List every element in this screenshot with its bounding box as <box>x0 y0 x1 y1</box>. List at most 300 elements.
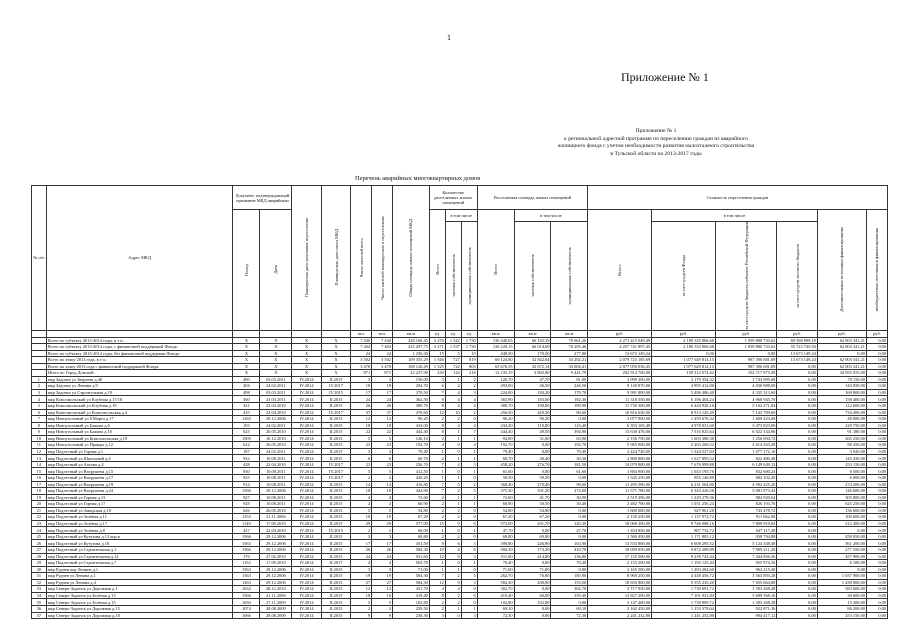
table-cell: 0,00 <box>777 579 818 586</box>
table-cell: 2 <box>445 488 461 495</box>
table-cell: IV.2015 <box>321 389 350 396</box>
table-cell: 4 448 456,72 <box>652 573 716 580</box>
table-cell: 0,00 <box>866 409 887 416</box>
table-cell: II.2015 <box>321 605 350 612</box>
table-cell: II.2015 <box>321 599 350 606</box>
table-cell: 24.02.2011 <box>260 448 292 455</box>
table-cell: 62 003 341,21 <box>817 363 866 370</box>
table-cell: 0 <box>445 612 461 619</box>
table-cell: 7 404 <box>351 344 372 351</box>
table-cell: 28.08.2009 <box>260 605 292 612</box>
table-cell: 4 960 945,76 <box>715 396 776 403</box>
table-cell: 0,00 <box>551 514 588 521</box>
table-cell: мкр Подлесный ул Горная д.13 <box>46 494 233 501</box>
table-cell: 302,70 <box>477 586 514 593</box>
table-cell: 8 <box>429 396 445 403</box>
table-cell: 4 257 741 897,45 <box>588 344 652 351</box>
table-cell: 33 004,41 <box>551 363 588 370</box>
table-cell: 6 500,00 <box>817 468 866 475</box>
table-cell: 584,30 <box>477 547 514 554</box>
table-cell: IV.2014 <box>292 494 321 501</box>
table-cell: 60,70 <box>393 455 430 462</box>
table-cell: 1 <box>461 455 477 462</box>
table-cell: 1566 <box>233 547 260 554</box>
table-cell: 2 <box>445 533 461 540</box>
table-cell: 4 <box>445 403 461 410</box>
table-cell: 37 <box>351 409 372 416</box>
table-cell: 2 <box>445 514 461 521</box>
table-cell: 0,00 <box>866 396 887 403</box>
table-cell: 0,00 <box>777 547 818 554</box>
table-cell: 930 <box>233 468 260 475</box>
unit-cell <box>321 330 350 337</box>
table-cell: 1 <box>32 376 47 383</box>
table-cell: 11 495 580,00 <box>588 481 652 488</box>
relocation-table <box>31 185 888 619</box>
table-cell: 35 <box>32 599 47 606</box>
table-cell: 24 <box>32 527 47 534</box>
table-cell: 5 <box>445 350 461 357</box>
header-doc-group: Документ, подтверждающий признание МКД аварийным <box>233 186 292 210</box>
table-cell: 190,80 <box>514 403 551 410</box>
table-cell: 431,70 <box>393 586 430 593</box>
table-cell: 0,00 <box>551 599 588 606</box>
header-doc-number <box>233 210 260 331</box>
table-cell: IV.2014 <box>292 547 321 554</box>
table-cell: II.2017 <box>321 560 350 567</box>
table-cell: 3 <box>461 553 477 560</box>
table-cell: 0,00 <box>777 363 818 370</box>
table-cell: 102,80 <box>514 599 551 606</box>
unit-cell: руб. <box>715 330 776 337</box>
table-cell: 3 <box>351 533 372 540</box>
table-cell: 0 <box>461 514 477 521</box>
table-cell: IV.2014 <box>292 389 321 396</box>
table-cell: 3 999 300,00 <box>588 376 652 383</box>
table-cell: 368,40 <box>477 481 514 488</box>
table-cell: 2 <box>429 514 445 521</box>
table-cell: 927 <box>233 494 260 501</box>
table-cell: 6 <box>461 520 477 527</box>
table-cell: 0,00 <box>777 540 818 547</box>
table-cell: 2 <box>429 455 445 462</box>
table-cell: 62 003 341,21 <box>817 357 866 364</box>
table-cell: 1253 <box>233 514 260 521</box>
table-cell: 21.11.2006 <box>260 592 292 599</box>
table-cell: 4 <box>461 396 477 403</box>
table-cell: 2 077 050 036,45 <box>588 363 652 370</box>
table-cell: 123,40 <box>551 422 588 429</box>
table-cell: 0,00 <box>777 605 818 612</box>
table-cell: 0,00 <box>777 560 818 567</box>
table-cell: 22.04.2010 <box>260 409 292 416</box>
table-cell: 428 <box>233 461 260 468</box>
table-cell: 0,00 <box>777 429 818 436</box>
table-cell: мкр Северо-Задонск ул Зелёная д.13 <box>46 592 233 599</box>
table-cell: 584,30 <box>477 579 514 586</box>
table-cell: 27 <box>32 547 47 554</box>
table-cell: 1566 <box>233 533 260 540</box>
unit-cell: чел. <box>372 330 393 337</box>
table-caption: Перечень аварийных многоквартирных домов <box>355 175 481 182</box>
table-cell: 21.11.2006 <box>260 514 292 521</box>
table-cell: 18 068 300,00 <box>588 520 652 527</box>
table-cell: 30,40 <box>514 455 551 462</box>
table-cell: 444,40 <box>393 429 430 436</box>
table-cell: 259,50 <box>393 605 430 612</box>
table-cell: 0,00 <box>866 442 887 449</box>
table-cell: 5 965 000,00 <box>588 442 652 449</box>
table-cell: 29.12.2006 <box>260 533 292 540</box>
table-cell: 7 404 <box>372 344 393 351</box>
table-cell: 9 140 870,00 <box>588 383 652 390</box>
table-cell: 0,00 <box>866 403 887 410</box>
table-cell: 159 312 074,42 <box>652 370 716 377</box>
table-cell: 50,50 <box>477 475 514 482</box>
table-cell: 0,00 <box>551 566 588 573</box>
table-cell: 54,80 <box>514 507 551 514</box>
table-cell: 26 <box>372 403 393 410</box>
unit-cell: кв.м <box>477 330 514 337</box>
table-cell: 60,90 <box>393 501 430 508</box>
table-cell: 2 <box>429 416 445 423</box>
table-cell: IV.2014 <box>292 435 321 442</box>
table-cell: 20 <box>32 501 47 508</box>
table-cell: 98,00 <box>551 481 588 488</box>
table-cell: 9 <box>445 579 461 586</box>
table-cell: 22.04.2010 <box>260 461 292 468</box>
table-cell: мкр Подлесный ул Зелёная д.17 <box>46 520 233 527</box>
table-cell: 0,00 <box>866 566 887 573</box>
table-cell: 416,80 <box>393 481 430 488</box>
table-cell: 3 147 400,00 <box>588 599 652 606</box>
table-cell: 531,60 <box>393 553 430 560</box>
unit-cell: ед. <box>445 330 461 337</box>
header-cost-fund <box>652 222 716 331</box>
table-cell: IV.2014 <box>292 507 321 514</box>
table-cell: 5 <box>372 435 393 442</box>
table-cell: мкр Подлесный ул Вахрушева д.15 <box>46 468 233 475</box>
table-cell: 96,20 <box>514 416 551 423</box>
table-cell: 1 153 378,64 <box>652 605 716 612</box>
table-cell: 1 959 880 733,62 <box>715 344 776 351</box>
table-cell: 561 200,00 <box>817 540 866 547</box>
table-cell: 2 189 335 866,68 <box>652 337 716 344</box>
table-cell: мкр Подлесный ул Школьный д.4 <box>46 455 233 462</box>
table-cell: 0,00 <box>715 350 776 357</box>
table-cell: 10 <box>445 409 461 416</box>
table-cell: II.2015 <box>321 547 350 554</box>
table-cell: 5 <box>351 599 372 606</box>
table-cell: 0,00 <box>777 514 818 521</box>
table-cell: 1 545 250,00 <box>588 475 652 482</box>
table-cell: 0,00 <box>866 612 887 619</box>
table-cell: 0 <box>461 566 477 573</box>
table-cell: 9 <box>445 520 461 527</box>
table-cell: 29 <box>351 520 372 527</box>
table-cell: 424,90 <box>393 488 430 495</box>
header-total-area-text: Общая площадь жилых помещений МКД <box>408 218 414 297</box>
table-cell: Всего по субъекту 2013-2014 годы, в т.ч.: <box>46 337 233 344</box>
table-cell: 6 343 226,56 <box>652 488 716 495</box>
table-cell: 18 <box>351 383 372 390</box>
table-cell: II.2015 <box>321 396 350 403</box>
table-cell: 88 450,00 <box>817 442 866 449</box>
table-cell: IV.2014 <box>292 501 321 508</box>
table-cell: 4 992 425,20 <box>715 481 776 488</box>
table-cell: 0,00 <box>866 527 887 534</box>
table-cell: 1 077 172,16 <box>715 448 776 455</box>
header-cost-fund-text: за счет средств Фонда <box>681 255 687 297</box>
table-cell: 4 <box>445 396 461 403</box>
table-cell: 1566 <box>233 488 260 495</box>
table-cell: 1 743 995,68 <box>715 376 776 383</box>
table-cell: 181,50 <box>551 461 588 468</box>
table-cell: X <box>260 357 292 364</box>
table-cell: IV.2014 <box>292 455 321 462</box>
table-cell: 229 750,00 <box>817 422 866 429</box>
table-cell: 7 808 819,84 <box>715 520 776 527</box>
table-cell: 9 <box>351 612 372 619</box>
table-cell: 47,70 <box>514 376 551 383</box>
table-cell: 2 <box>445 599 461 606</box>
table-cell: 3 <box>461 389 477 396</box>
table-cell: II.2015 <box>321 416 350 423</box>
table-cell: II.2015 <box>321 514 350 521</box>
table-cell: 435 <box>233 409 260 416</box>
table-cell: IV.2014 <box>292 592 321 599</box>
table-cell: 16 816 630,00 <box>588 409 652 416</box>
table-cell: 66 182,19 <box>514 337 551 344</box>
table-cell: 10.08.2011 <box>260 481 292 488</box>
table-cell: 226,90 <box>514 540 551 547</box>
table-cell: 0,00 <box>866 344 887 351</box>
table-cell: 3 <box>351 448 372 455</box>
table-cell: 832 600,24 <box>715 468 776 475</box>
table-cell: 5 <box>351 468 372 475</box>
table-cell: 26.05.2010 <box>260 442 292 449</box>
table-cell: 2 800 800,00 <box>588 455 652 462</box>
table-cell: 911 662,08 <box>715 514 776 521</box>
table-cell: 5 <box>372 468 393 475</box>
header-planned-demolition-text: Планируемая дата сноса МКД <box>333 229 339 287</box>
table-cell: Всего по субъекту 2013-2014 годы, с финансовой поддержкой Фонда: <box>46 344 233 351</box>
table-cell: 4 <box>461 403 477 410</box>
table-cell: 5 081 973,44 <box>715 488 776 495</box>
table-cell: 4 <box>372 560 393 567</box>
table-cell: 3 <box>351 566 372 573</box>
table-cell: 0,00 <box>551 475 588 482</box>
table-cell: 13 673 149,24 <box>777 350 818 357</box>
table-cell: 6 608 295,52 <box>652 540 716 547</box>
table-cell: 0,00 <box>777 481 818 488</box>
table-cell: X <box>321 357 350 364</box>
table-cell: 29.12.2006 <box>260 566 292 573</box>
table-cell: 3 <box>372 376 393 383</box>
table-cell: IV.2014 <box>292 605 321 612</box>
table-cell: 0,00 <box>777 586 818 593</box>
table-cell: 3 478 <box>351 363 372 370</box>
table-cell: 17 <box>372 389 393 396</box>
table-cell: 27 <box>372 579 393 586</box>
table-cell: 23 <box>351 461 372 468</box>
table-cell: 1563 <box>233 566 260 573</box>
table-body <box>32 337 888 619</box>
table-cell: 14 <box>32 461 47 468</box>
table-cell: 246,50 <box>551 383 588 390</box>
table-cell: X <box>292 344 321 351</box>
table-cell: 71,00 <box>514 566 551 573</box>
table-cell: 9 872 288,89 <box>652 547 716 554</box>
unit-cell: ед. <box>429 330 445 337</box>
table-cell: 18 <box>351 488 372 495</box>
table-cell: II.2015 <box>321 573 350 580</box>
table-cell: 0,00 <box>866 520 887 527</box>
table-cell: 12 <box>372 416 393 423</box>
table-cell: 18 650 800,00 <box>588 579 652 586</box>
table-cell: 1 <box>445 501 461 508</box>
table-cell: 2 <box>445 507 461 514</box>
table-cell: II.2015 <box>321 435 350 442</box>
header-planned-relocation-text: Планируемая дата окончания переселения <box>304 218 310 298</box>
table-cell: 30,40 <box>551 501 588 508</box>
table-cell: 0,00 <box>866 514 887 521</box>
header-cost-in-number: в том числе <box>652 210 818 222</box>
header-cost-extra <box>817 210 866 331</box>
table-cell: 70,40 <box>477 560 514 567</box>
table-cell: 22.04.2010 <box>260 527 292 534</box>
table-cell: 2 150 250,00 <box>588 514 652 521</box>
table-cell: 3 563 893,28 <box>715 573 776 580</box>
table-cell: 17 155 500,00 <box>588 553 652 560</box>
table-cell: 0,00 <box>866 455 887 462</box>
table-cell: 9 746 988,16 <box>652 520 716 527</box>
table-cell: 470,60 <box>393 409 430 416</box>
table-cell: 0,00 <box>777 461 818 468</box>
table-cell: 17.09.2010 <box>260 560 292 567</box>
table-cell: 7 <box>461 429 477 436</box>
table-cell: X <box>292 370 321 377</box>
table-cell: 12 827 200,00 <box>588 592 652 599</box>
table-cell: II.2015 <box>321 501 350 508</box>
table-cell: 0,00 <box>777 435 818 442</box>
header-doc-date-text: Дата <box>273 265 279 275</box>
table-cell: 18 <box>351 422 372 429</box>
table-cell: 19 <box>351 573 372 580</box>
table-cell: 0,00 <box>866 468 887 475</box>
table-cell: мкр Подлесный ул Заводская д.10 <box>46 507 233 514</box>
table-cell: мкр Новоугольный ул Комсомольская д.19 <box>46 435 233 442</box>
table-cell: мкр Северо-Задонск ул Дорожная д.1 <box>46 586 233 593</box>
table-cell: 1 680 000,00 <box>588 507 652 514</box>
table-cell: 32 842,64 <box>514 357 551 364</box>
table-cell: 3 502 <box>372 357 393 364</box>
table-cell: 1 439 900,00 <box>817 579 866 586</box>
table-cell: 0 <box>445 527 461 534</box>
table-cell: 431 <box>233 403 260 410</box>
table-cell: 0,00 <box>777 494 818 501</box>
table-cell: 427 <box>233 527 260 534</box>
header-cost-total-text: Всего: <box>617 263 623 276</box>
table-cell: 26 <box>351 403 372 410</box>
table-cell: 7 142 709,60 <box>715 409 776 416</box>
table-cell: 1 959 880 733,62 <box>715 337 776 344</box>
table-cell: 126,70 <box>477 376 514 383</box>
table-cell: 3 <box>351 376 372 383</box>
table-cell: 1 192 125,44 <box>652 560 716 567</box>
table-cell: 927 961,28 <box>652 507 716 514</box>
table-cell: 145 430,00 <box>817 455 866 462</box>
table-cell: 11 318 550,00 <box>588 396 652 403</box>
table-cell: 4 <box>372 494 393 501</box>
table-cell: 2 <box>351 501 372 508</box>
table-cell: 60,00 <box>514 592 551 599</box>
annex-line-2: к региональной адресной программе по переселению граждан из аварийного <box>564 135 748 142</box>
table-cell: 274 200,00 <box>817 481 866 488</box>
table-cell: 124 <box>445 370 461 377</box>
table-cell: 81,00 <box>551 376 588 383</box>
table-cell: 1 <box>461 527 477 534</box>
table-cell: 36 <box>32 605 47 612</box>
table-cell: 727 <box>445 357 461 364</box>
table-cell: 1 <box>445 435 461 442</box>
table-cell: 10.08.2011 <box>260 455 292 462</box>
table-cell: 29.12.2006 <box>260 573 292 580</box>
table-cell: 6 444 928,16 <box>652 403 716 410</box>
table-cell: 03.03.2011 <box>260 376 292 383</box>
table-cell: 27.02.2010 <box>260 553 292 560</box>
table-cell: 13 673 149,24 <box>588 350 652 357</box>
table-cell: 4 <box>461 442 477 449</box>
table-cell: 1632 <box>233 586 260 593</box>
table-cell: 0,00 <box>777 533 818 540</box>
table-cell: 27 <box>351 579 372 586</box>
table-cell: 5 <box>351 507 372 514</box>
unit-cell: кв.м <box>393 330 430 337</box>
unit-cell: руб. <box>866 330 887 337</box>
table-cell: 0,00 <box>777 396 818 403</box>
table-cell: 1905 <box>233 435 260 442</box>
table-cell: 24 <box>351 396 372 403</box>
table-cell: 1 031 256,24 <box>652 501 716 508</box>
table-cell: 5 <box>372 507 393 514</box>
table-cell: 29.12.2006 <box>260 488 292 495</box>
table-cell: 512 400,00 <box>817 520 866 527</box>
table-cell: мкр Северо-Задонск ул Дорожная д.18 <box>46 612 233 619</box>
table-cell: IV.2014 <box>292 540 321 547</box>
table-cell: 265 250,00 <box>817 435 866 442</box>
table-cell: 0 <box>461 416 477 423</box>
table-cell: 4 <box>445 383 461 390</box>
table-cell: 7 676 999,88 <box>652 461 716 468</box>
table-cell: X <box>321 350 350 357</box>
table-cell: 10 <box>429 547 445 554</box>
annex-block <box>556 128 756 158</box>
table-cell: 15 <box>429 350 445 357</box>
table-cell: II.2015 <box>321 494 350 501</box>
table-cell: 274,00 <box>551 488 588 495</box>
table-cell: 1 256,30 <box>393 350 430 357</box>
table-cell: 987 396 681,09 <box>715 363 776 370</box>
table-cell: 4 036 988,00 <box>715 383 776 390</box>
table-cell: 7 430 <box>372 337 393 344</box>
header-num: № п/п <box>32 186 47 331</box>
table-cell: 1 454 850,00 <box>588 527 652 534</box>
table-cell: 0,00 <box>866 363 887 370</box>
table-cell: 10.08.2011 <box>260 501 292 508</box>
table-cell: 9 <box>32 429 47 436</box>
table-cell: 722 <box>445 363 461 370</box>
